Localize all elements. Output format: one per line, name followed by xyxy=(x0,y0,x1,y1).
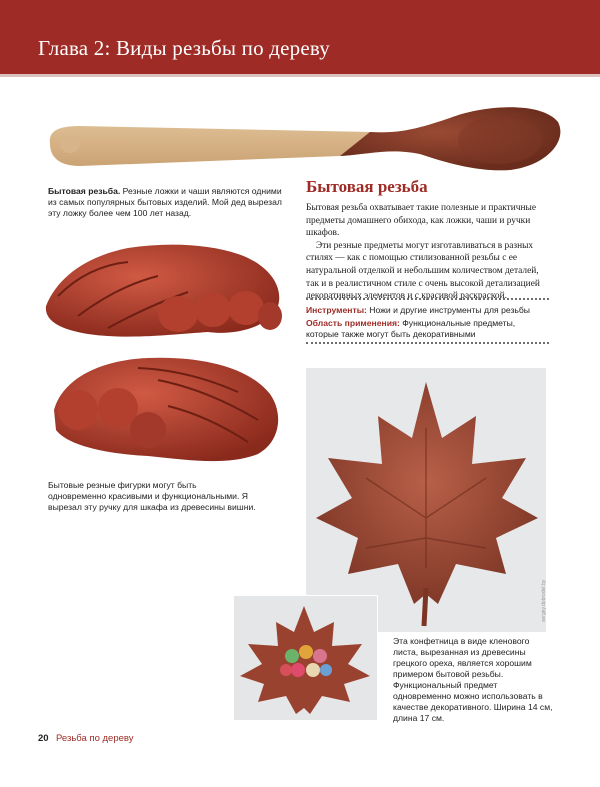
spoon-caption xyxy=(48,186,286,219)
scope-line xyxy=(306,318,550,340)
carved-handle-illustration-bottom xyxy=(48,350,288,468)
chapter-title: Глава 2: Виды резьбы по дереву xyxy=(38,36,330,60)
leaf-caption: Эта конфетница в виде кленового листа, вырезанная из древесины грецкого ореха, является хорошим примером бытовой резьбы. Функциональный предмет одновременно можно использовать в качестве декоративного. Ширина 14 см, длина 17 см. xyxy=(393,636,553,723)
divider-dotted xyxy=(306,342,549,344)
scope-value: Функциональные предметы, которые также могут быть декоративными xyxy=(306,318,516,339)
section-paragraph: Бытовая резьба охватывает такие полезные и практичные предметы домашнего обихода, как ложки, чаши и ручки шкафов. xyxy=(306,203,536,239)
carved-handle-illustration-top xyxy=(38,236,288,344)
spoon-illustration xyxy=(40,92,570,182)
candy-dish-photo xyxy=(233,595,378,721)
photo-credit: sergey.dobrodel.by xyxy=(541,579,547,622)
spoon-caption-text: Резные ложки и чаши являются одними из самых популярных бытовых изделий. Мой дед вырезал эту ложку более чем 100 лет назад. xyxy=(48,186,282,218)
section-title: Бытовая резьба xyxy=(306,177,428,196)
section-body xyxy=(306,202,550,303)
section-paragraph: Эти резные предметы могут изготавливаться в разных стилях — как с помощью стилизованной резьбы с ее натуральной отделкой и небольшим количеством деталей, так и в реалистичном стиле с очень высокой детализацией декоративных элементов и с красивой раскраской. xyxy=(306,240,540,302)
tools-line xyxy=(306,305,550,316)
handles-caption: Бытовые резные фигурки могут быть одновременно красивыми и функциональными. Я вырезал эту ручку для шкафа из древесины вишни. xyxy=(48,480,256,512)
maple-leaf-dish-photo xyxy=(306,368,546,632)
scope-label: Область применения: xyxy=(306,318,400,328)
page-number: 20 xyxy=(38,733,49,744)
tools-value: Ножи и другие инструменты для резьбы xyxy=(366,305,530,315)
tools-label: Инструменты: xyxy=(306,305,367,315)
divider-dotted xyxy=(306,298,549,300)
header-divider xyxy=(0,74,600,77)
footer-book-title: Резьба по дереву xyxy=(56,733,134,744)
spoon-caption-lead: Бытовая резьба. xyxy=(48,186,121,196)
